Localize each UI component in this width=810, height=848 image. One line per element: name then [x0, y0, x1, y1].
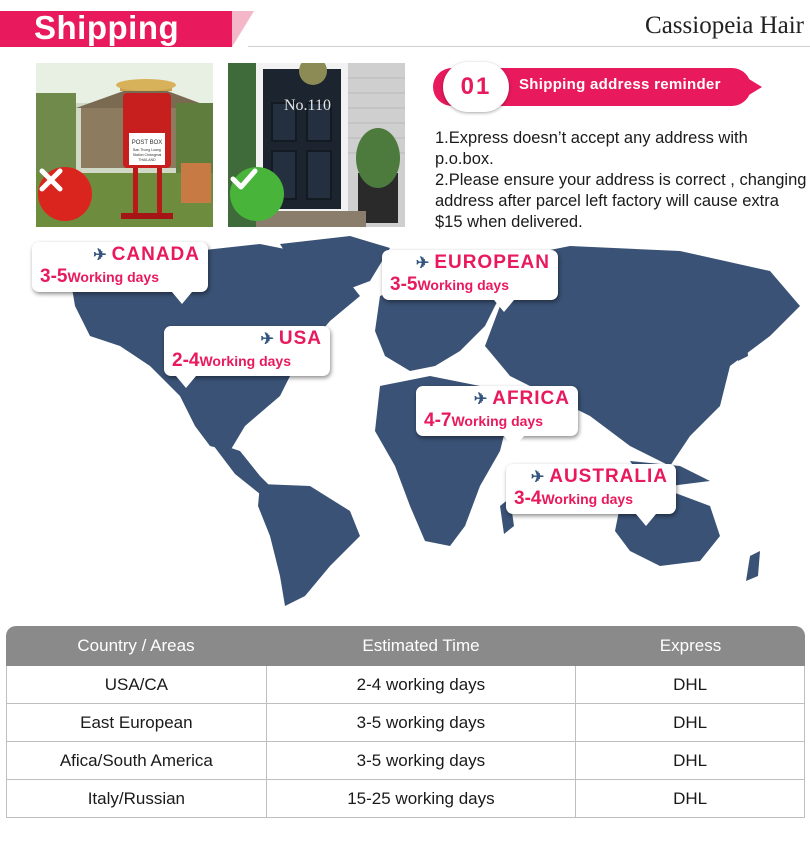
callout-canada	[32, 242, 208, 292]
post-box-label-2: Ban Thong Luang	[133, 148, 161, 152]
airplane-icon: ✈	[93, 247, 108, 264]
airplane-icon: ✈	[473, 391, 489, 408]
days-unit-usa: Working days	[199, 353, 292, 369]
header-country: Country / Areas	[77, 636, 195, 655]
cell-express: DHL	[673, 674, 708, 694]
brand-name: Cassiopeia Hair	[645, 12, 804, 39]
days-range-usa: 2-4	[172, 350, 200, 371]
cell-country: Afica/South America	[7, 742, 267, 779]
airplane-icon: ✈	[260, 331, 275, 348]
callout-australia	[506, 464, 676, 514]
callout-pointer	[176, 376, 196, 388]
post-box-label-1: POST BOX	[131, 140, 163, 146]
incorrect-mark-icon	[38, 167, 92, 221]
cell-country: USA/CA	[7, 666, 267, 703]
header-estimated-time: Estimated Time	[362, 636, 480, 655]
days-range-australia: 3-4	[514, 488, 542, 509]
cell-country: Italy/Russian	[7, 780, 267, 817]
cell-express: DHL	[673, 712, 708, 732]
days-unit-canada: Working days	[67, 269, 160, 285]
cell-express: DHL	[673, 750, 708, 770]
post-box-label-4: THAILAND	[138, 158, 156, 162]
days-range-canada: 3-5	[40, 266, 68, 287]
days-unit-africa: Working days	[451, 413, 544, 429]
callout-pointer	[636, 514, 656, 526]
cell-time: 2-4 working days	[267, 666, 576, 703]
airplane-icon: ✈	[530, 469, 546, 486]
cell-time: 3-5 working days	[267, 704, 576, 741]
callout-pointer	[172, 292, 192, 304]
post-box-label-3: Station Chiangmai	[132, 153, 162, 157]
cell-time: 15-25 working days	[267, 780, 576, 817]
days-unit-european: Working days	[417, 277, 510, 293]
callout-usa	[164, 326, 330, 376]
correct-mark-icon	[230, 167, 284, 221]
reminder-text	[435, 128, 807, 233]
callout-pointer	[494, 300, 514, 312]
table-header	[6, 626, 805, 666]
table-row	[6, 780, 805, 818]
header-express: Express	[659, 636, 722, 655]
world-map	[30, 236, 810, 606]
reminder-banner-tail	[744, 76, 762, 98]
days-range-africa: 4-7	[424, 410, 452, 431]
page-title: Shipping	[34, 9, 180, 46]
callout-africa	[416, 386, 578, 436]
reminder-title: Shipping address reminder	[519, 76, 721, 93]
region-label-africa: AFRICA	[492, 388, 570, 409]
reminder-line-2: 2.Please ensure your address is correct , changing address after parcel left factory will cause extra $15 when delivered.	[435, 171, 807, 231]
door-number: No.110	[284, 97, 331, 114]
region-label-usa: USA	[278, 328, 322, 349]
header-divider	[248, 46, 810, 47]
airplane-icon: ✈	[415, 255, 431, 272]
region-label-european: EUROPEAN	[434, 252, 550, 273]
front-door-photo	[228, 63, 405, 227]
post-box-photo	[36, 63, 213, 227]
days-range-european: 3-5	[390, 274, 418, 295]
days-unit-australia: Working days	[541, 491, 634, 507]
header-banner-tail	[232, 11, 254, 47]
table-row	[6, 704, 805, 742]
table-row	[6, 666, 805, 704]
callout-european	[382, 250, 558, 300]
cell-express: DHL	[673, 788, 708, 808]
region-label-canada: CANADA	[111, 244, 200, 265]
callout-pointer	[504, 436, 524, 448]
shipping-table	[6, 626, 805, 818]
cell-country: East European	[7, 704, 267, 741]
region-label-australia: AUSTRALIA	[549, 466, 668, 487]
cell-time: 3-5 working days	[267, 742, 576, 779]
reminder-number-badge: 01	[443, 62, 509, 112]
table-row	[6, 742, 805, 780]
reminder-line-1: 1.Express doesn’t accept any address with p.o.box.	[435, 129, 748, 168]
